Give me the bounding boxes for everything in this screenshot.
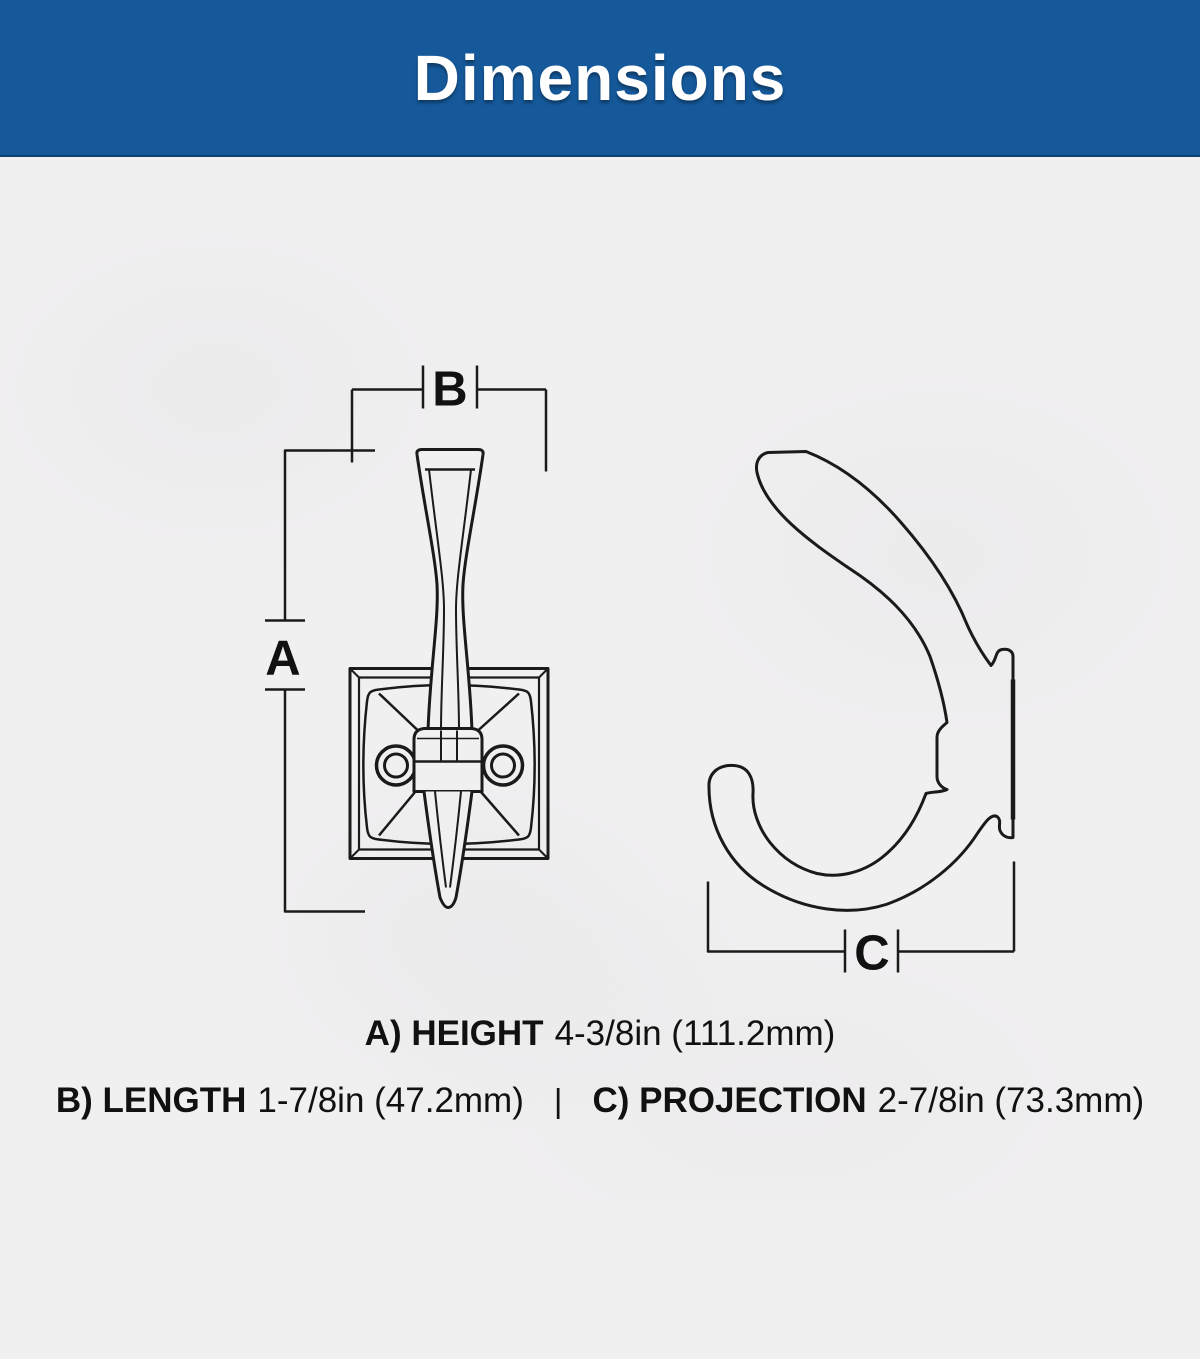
screw-hole-right-outer [484, 746, 523, 785]
screw-hole-right-inner [492, 754, 515, 777]
spec-projection-label: C) PROJECTION [592, 1081, 867, 1120]
dimension-a-label: A [265, 631, 301, 686]
hook-tip-front [424, 792, 472, 908]
spec-projection-value: 2-7/8in (73.3mm) [877, 1081, 1145, 1120]
spec-height-label: A) HEIGHT [364, 1014, 544, 1053]
screw-hole-left-inner [385, 754, 408, 777]
spec-length-label: B) LENGTH [55, 1081, 247, 1120]
spec-length-value: 1-7/8in (47.2mm) [257, 1081, 524, 1120]
dimension-c-label: C [854, 926, 890, 981]
dimension-diagram [0, 159, 1200, 1359]
spec-caption-line-2 [0, 1081, 1200, 1121]
hook-stem-front [417, 450, 483, 732]
spec-separator: | [553, 1082, 563, 1119]
spec-caption-line-1 [0, 1014, 1200, 1054]
page-title: Dimensions [413, 41, 787, 114]
dimension-b-label: B [432, 362, 468, 417]
side-view-drawing [709, 452, 1013, 911]
stem-mask [418, 454, 482, 730]
spec-height-value: 4-3/8in (111.2mm) [554, 1014, 836, 1053]
screw-hole-left-outer [377, 746, 416, 785]
spec-height [365, 1014, 836, 1054]
hook-side-outline [709, 452, 1013, 911]
hook-collar [414, 729, 482, 792]
front-view-drawing [350, 450, 548, 908]
spec-length [56, 1081, 524, 1121]
spec-projection [592, 1081, 1144, 1121]
header-banner [0, 0, 1200, 157]
